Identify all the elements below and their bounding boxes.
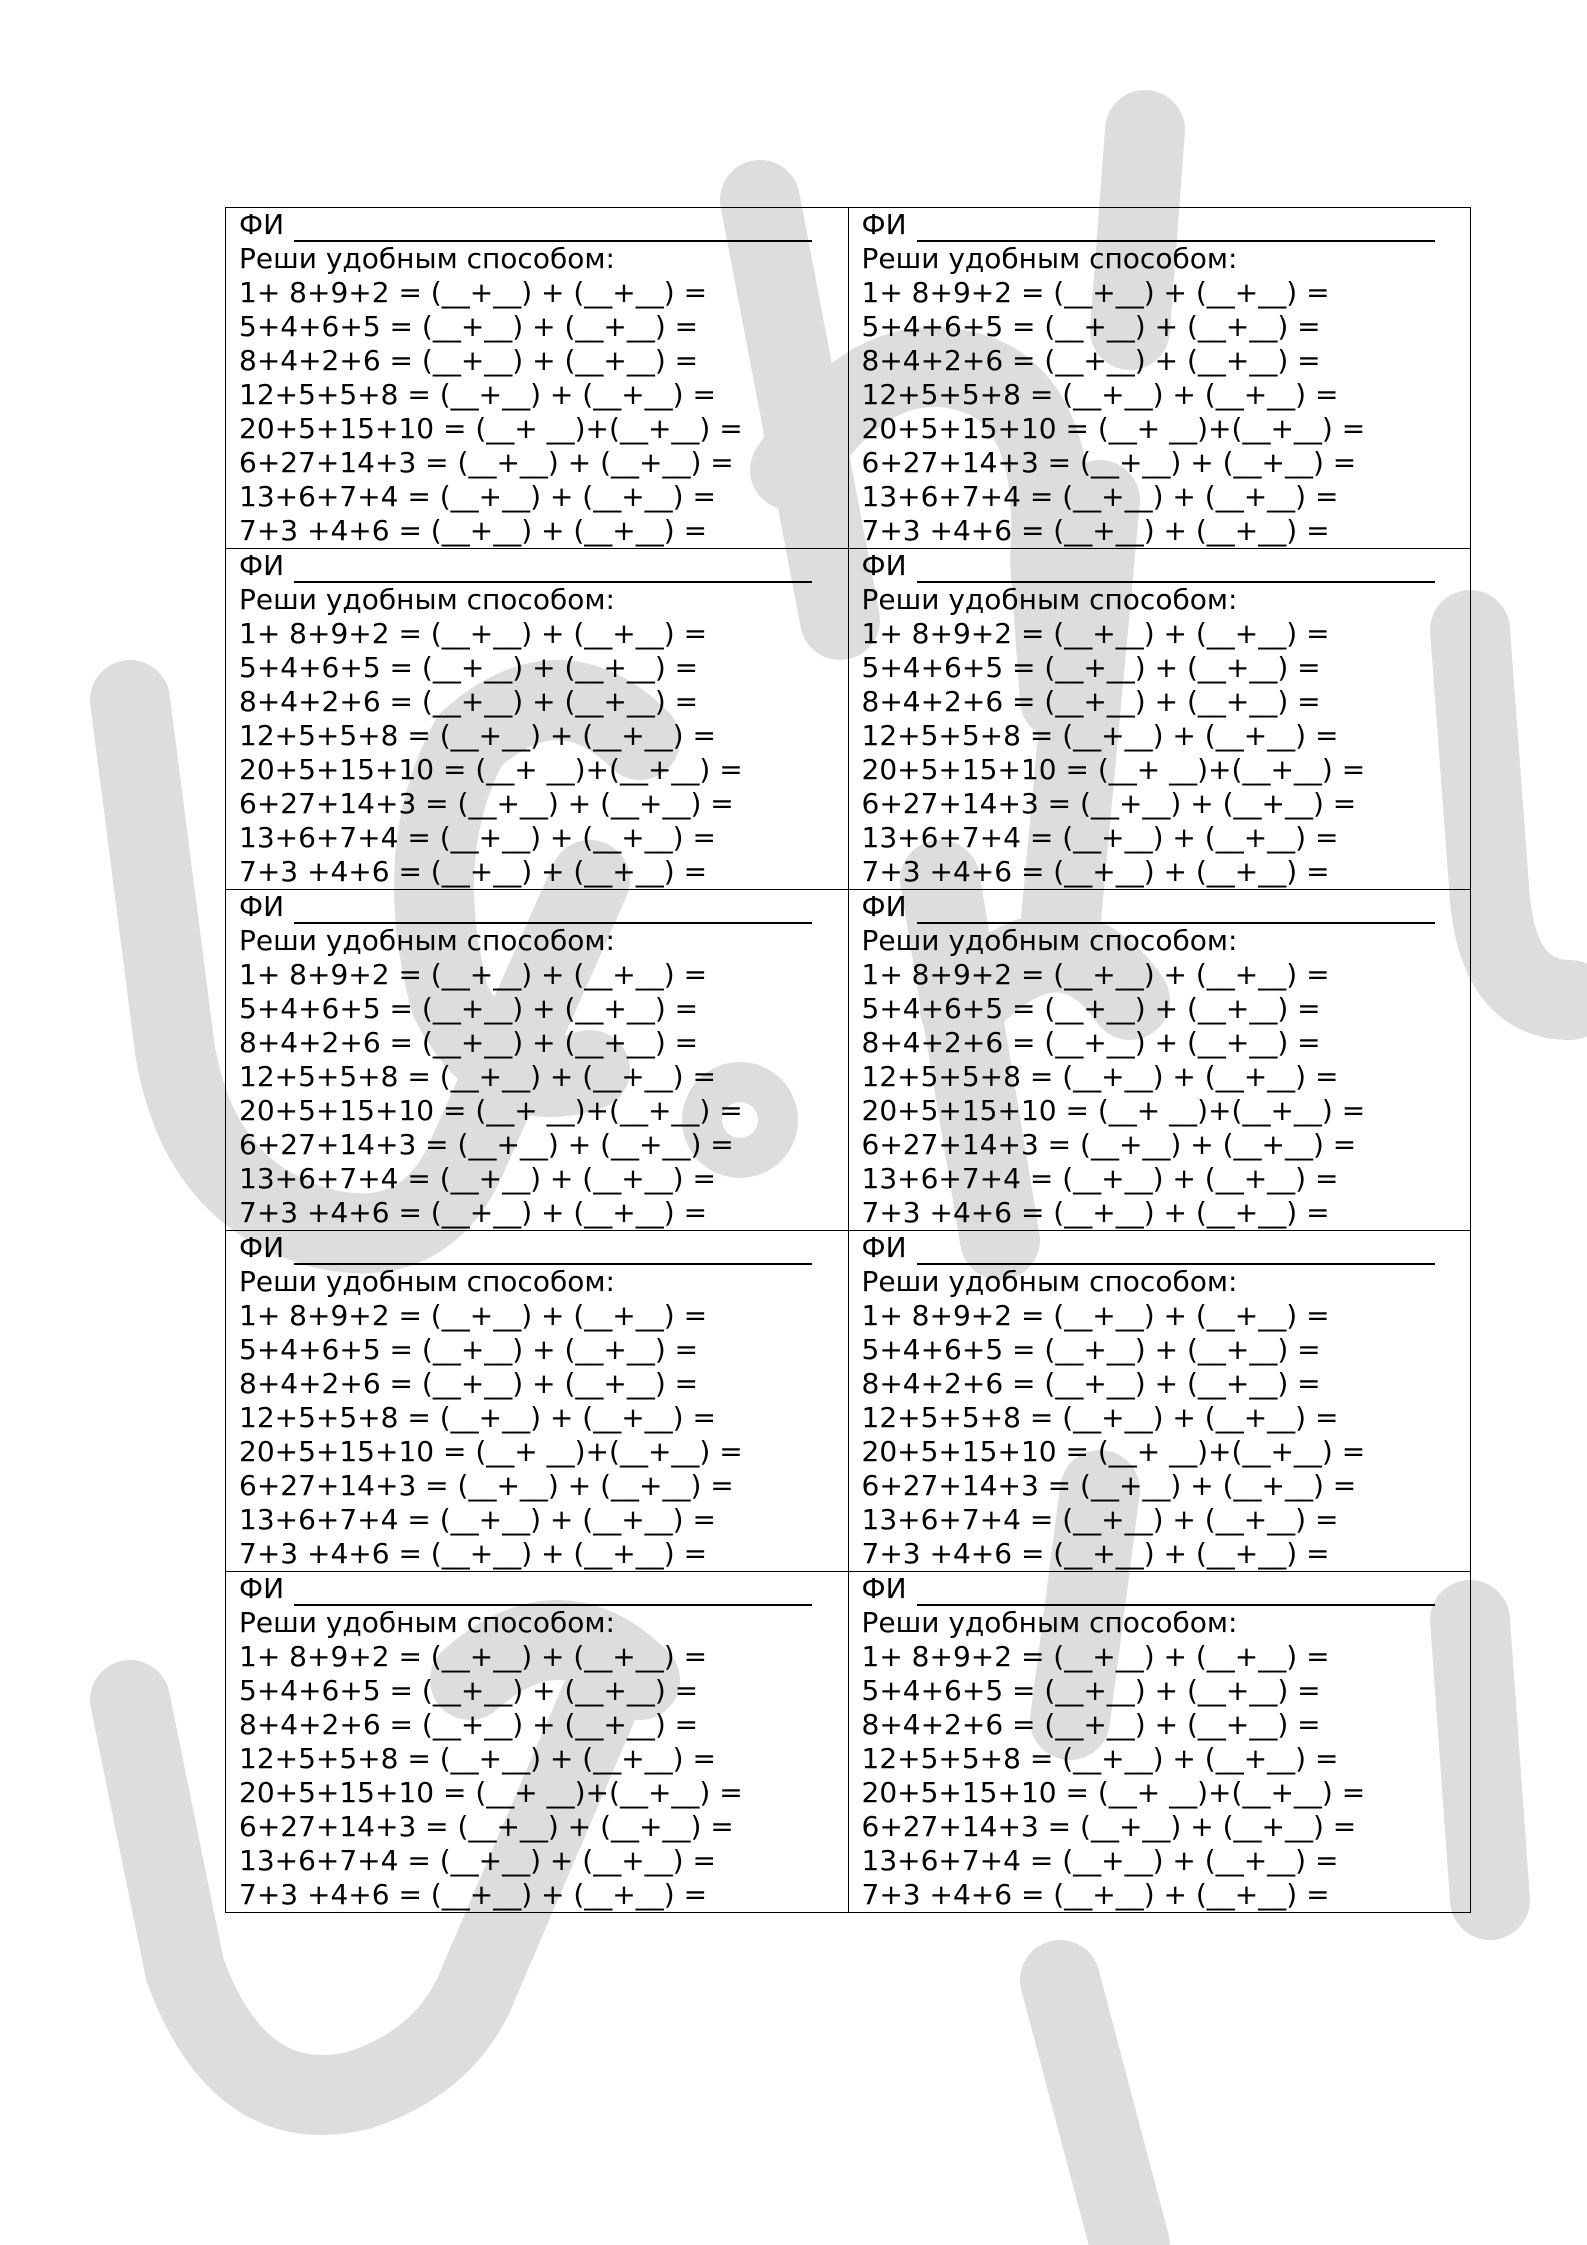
equation-line[interactable]: 6+27+14+3 = (__+__) + (__+__) = <box>861 787 1357 820</box>
name-line <box>239 549 848 583</box>
equation-line[interactable]: 1+ 8+9+2 = (__+__) + (__+__) = <box>239 958 708 991</box>
equation-line[interactable]: 20+5+15+10 = (__+ __)+(__+__) = <box>861 1094 1366 1127</box>
name-input-blank[interactable] <box>294 1577 812 1606</box>
worksheet-card-grid <box>225 207 1471 1913</box>
name-line <box>862 1572 1471 1606</box>
equation-line[interactable]: 7+3 +4+6 = (__+__) + (__+__) = <box>239 855 708 888</box>
equation-line[interactable]: 7+3 +4+6 = (__+__) + (__+__) = <box>239 1878 708 1911</box>
worksheet-card <box>848 1572 1471 1913</box>
equation-line[interactable]: 1+ 8+9+2 = (__+__) + (__+__) = <box>861 1640 1330 1673</box>
equation-line[interactable]: 6+27+14+3 = (__+__) + (__+__) = <box>239 787 734 820</box>
equation-line[interactable]: 7+3 +4+6 = (__+__) + (__+__) = <box>861 855 1330 888</box>
worksheet-card <box>848 549 1471 890</box>
name-input-blank[interactable] <box>917 1577 1435 1606</box>
worksheet-card <box>226 208 849 549</box>
worksheet-card <box>226 1572 849 1913</box>
equation-line[interactable]: 1+ 8+9+2 = (__+__) + (__+__) = <box>239 276 708 309</box>
equation-line[interactable]: 8+4+2+6 = (__+__) + (__+__) = <box>861 1367 1321 1400</box>
equation-line[interactable]: 20+5+15+10 = (__+ __)+(__+__) = <box>239 412 743 445</box>
equation-line[interactable]: 20+5+15+10 = (__+ __)+(__+__) = <box>239 1776 743 1809</box>
equation-line[interactable]: 8+4+2+6 = (__+__) + (__+__) = <box>239 1708 699 1741</box>
equation-line[interactable]: 5+4+6+5 = (__+__) + (__+__) = <box>239 651 699 684</box>
equation-line[interactable]: 1+ 8+9+2 = (__+__) + (__+__) = <box>861 1299 1330 1332</box>
equation-line[interactable]: 7+3 +4+6 = (__+__) + (__+__) = <box>861 514 1330 547</box>
equation-line[interactable]: 12+5+5+8 = (__+__) + (__+__) = <box>861 1401 1339 1434</box>
equation-line[interactable]: 20+5+15+10 = (__+ __)+(__+__) = <box>861 1776 1366 1809</box>
name-line <box>862 890 1471 924</box>
name-line <box>862 208 1471 242</box>
name-input-blank[interactable] <box>294 1236 812 1265</box>
card-row <box>226 890 1471 1231</box>
instruction-text: Реши удобным способом: <box>239 1606 615 1639</box>
equation-line[interactable]: 13+6+7+4 = (__+__) + (__+__) = <box>239 480 716 513</box>
card-row <box>226 1572 1471 1913</box>
equation-line[interactable]: 6+27+14+3 = (__+__) + (__+__) = <box>861 1128 1357 1161</box>
equation-line[interactable]: 13+6+7+4 = (__+__) + (__+__) = <box>239 1162 716 1195</box>
equation-line[interactable]: 5+4+6+5 = (__+__) + (__+__) = <box>239 1674 699 1707</box>
name-line <box>862 549 1471 583</box>
fi-label: ФИ <box>239 549 285 582</box>
equation-line[interactable]: 12+5+5+8 = (__+__) + (__+__) = <box>861 719 1339 752</box>
equation-line[interactable]: 12+5+5+8 = (__+__) + (__+__) = <box>861 1060 1339 1093</box>
worksheet-card <box>848 1231 1471 1572</box>
equation-line[interactable]: 5+4+6+5 = (__+__) + (__+__) = <box>239 1333 699 1366</box>
equation-line[interactable]: 20+5+15+10 = (__+ __)+(__+__) = <box>239 753 743 786</box>
equation-line[interactable]: 8+4+2+6 = (__+__) + (__+__) = <box>861 344 1321 377</box>
equation-line[interactable]: 1+ 8+9+2 = (__+__) + (__+__) = <box>239 1299 708 1332</box>
name-line <box>862 1231 1471 1265</box>
equation-line[interactable]: 8+4+2+6 = (__+__) + (__+__) = <box>239 344 699 377</box>
fi-label: ФИ <box>239 1572 285 1605</box>
equation-line[interactable]: 13+6+7+4 = (__+__) + (__+__) = <box>861 1503 1339 1536</box>
instruction-text: Реши удобным способом: <box>861 583 1238 616</box>
name-line <box>239 890 848 924</box>
fi-label: ФИ <box>239 208 285 241</box>
instruction-text: Реши удобным способом: <box>239 924 615 957</box>
fi-label: ФИ <box>239 890 285 923</box>
equation-line[interactable]: 5+4+6+5 = (__+__) + (__+__) = <box>861 1674 1321 1707</box>
equation-line[interactable]: 20+5+15+10 = (__+ __)+(__+__) = <box>239 1435 743 1468</box>
equation-line[interactable]: 12+5+5+8 = (__+__) + (__+__) = <box>239 1401 716 1434</box>
equation-line[interactable]: 6+27+14+3 = (__+__) + (__+__) = <box>239 1469 734 1502</box>
instruction-text: Реши удобным способом: <box>861 924 1238 957</box>
name-line <box>239 208 848 242</box>
name-input-blank[interactable] <box>294 895 812 924</box>
name-input-blank[interactable] <box>917 895 1435 924</box>
equation-line[interactable]: 13+6+7+4 = (__+__) + (__+__) = <box>861 1844 1339 1877</box>
equation-line[interactable]: 1+ 8+9+2 = (__+__) + (__+__) = <box>861 958 1330 991</box>
equation-line[interactable]: 1+ 8+9+2 = (__+__) + (__+__) = <box>239 617 708 650</box>
equation-line[interactable]: 13+6+7+4 = (__+__) + (__+__) = <box>861 480 1339 513</box>
worksheet-card <box>226 549 849 890</box>
name-line <box>239 1572 848 1606</box>
equation-line[interactable]: 1+ 8+9+2 = (__+__) + (__+__) = <box>861 617 1330 650</box>
worksheet-card <box>226 1231 849 1572</box>
fi-label: ФИ <box>861 549 907 582</box>
equation-line[interactable]: 6+27+14+3 = (__+__) + (__+__) = <box>861 1810 1357 1843</box>
equation-line[interactable]: 8+4+2+6 = (__+__) + (__+__) = <box>239 1026 699 1059</box>
equation-line[interactable]: 8+4+2+6 = (__+__) + (__+__) = <box>239 1367 699 1400</box>
equation-line[interactable]: 7+3 +4+6 = (__+__) + (__+__) = <box>239 514 708 547</box>
equation-line[interactable]: 12+5+5+8 = (__+__) + (__+__) = <box>239 1742 716 1775</box>
equation-line[interactable]: 12+5+5+8 = (__+__) + (__+__) = <box>239 378 716 411</box>
equation-line[interactable]: 5+4+6+5 = (__+__) + (__+__) = <box>239 992 699 1025</box>
name-line <box>239 1231 848 1265</box>
name-input-blank[interactable] <box>294 554 812 583</box>
worksheet-card <box>848 208 1471 549</box>
equation-line[interactable]: 7+3 +4+6 = (__+__) + (__+__) = <box>861 1196 1330 1229</box>
equation-line[interactable]: 13+6+7+4 = (__+__) + (__+__) = <box>861 821 1339 854</box>
equation-line[interactable]: 5+4+6+5 = (__+__) + (__+__) = <box>239 310 699 343</box>
equation-line[interactable]: 13+6+7+4 = (__+__) + (__+__) = <box>861 1162 1339 1195</box>
equation-line[interactable]: 7+3 +4+6 = (__+__) + (__+__) = <box>239 1196 708 1229</box>
equation-line[interactable]: 12+5+5+8 = (__+__) + (__+__) = <box>861 378 1339 411</box>
equation-line[interactable]: 7+3 +4+6 = (__+__) + (__+__) = <box>861 1878 1330 1911</box>
equation-line[interactable]: 13+6+7+4 = (__+__) + (__+__) = <box>239 1503 716 1536</box>
instruction-text: Реши удобным способом: <box>861 242 1238 275</box>
equation-line[interactable]: 1+ 8+9+2 = (__+__) + (__+__) = <box>239 1640 708 1673</box>
name-input-blank[interactable] <box>917 1236 1435 1265</box>
fi-label: ФИ <box>861 1572 907 1605</box>
equation-line[interactable]: 1+ 8+9+2 = (__+__) + (__+__) = <box>861 276 1330 309</box>
instruction-text: Реши удобным способом: <box>861 1265 1238 1298</box>
equation-line[interactable]: 20+5+15+10 = (__+ __)+(__+__) = <box>239 1094 743 1127</box>
equation-line[interactable]: 6+27+14+3 = (__+__) + (__+__) = <box>239 1810 734 1843</box>
equation-line[interactable]: 12+5+5+8 = (__+__) + (__+__) = <box>239 719 716 752</box>
fi-label: ФИ <box>861 1231 907 1264</box>
equation-line[interactable]: 6+27+14+3 = (__+__) + (__+__) = <box>239 446 734 479</box>
fi-label: ФИ <box>861 890 907 923</box>
equation-line[interactable]: 13+6+7+4 = (__+__) + (__+__) = <box>239 821 716 854</box>
equation-line[interactable]: 20+5+15+10 = (__+ __)+(__+__) = <box>861 753 1366 786</box>
worksheet-card <box>848 890 1471 1231</box>
instruction-text: Реши удобным способом: <box>861 1606 1238 1639</box>
name-input-blank[interactable] <box>294 213 812 242</box>
equation-line[interactable]: 13+6+7+4 = (__+__) + (__+__) = <box>239 1844 716 1877</box>
equation-line[interactable]: 7+3 +4+6 = (__+__) + (__+__) = <box>239 1537 708 1570</box>
instruction-text: Реши удобным способом: <box>239 242 615 275</box>
card-row <box>226 208 1471 549</box>
equation-line[interactable]: 5+4+6+5 = (__+__) + (__+__) = <box>861 651 1321 684</box>
equation-line[interactable]: 20+5+15+10 = (__+ __)+(__+__) = <box>861 412 1366 445</box>
fi-label: ФИ <box>861 208 907 241</box>
instruction-text: Реши удобным способом: <box>239 583 615 616</box>
name-input-blank[interactable] <box>917 213 1435 242</box>
equation-line[interactable]: 7+3 +4+6 = (__+__) + (__+__) = <box>861 1537 1330 1570</box>
equation-line[interactable]: 6+27+14+3 = (__+__) + (__+__) = <box>861 446 1357 479</box>
equation-line[interactable]: 5+4+6+5 = (__+__) + (__+__) = <box>861 1333 1321 1366</box>
equation-line[interactable]: 20+5+15+10 = (__+ __)+(__+__) = <box>861 1435 1366 1468</box>
card-row <box>226 549 1471 890</box>
equation-line[interactable]: 5+4+6+5 = (__+__) + (__+__) = <box>861 310 1321 343</box>
equation-line[interactable]: 12+5+5+8 = (__+__) + (__+__) = <box>861 1742 1339 1775</box>
equation-line[interactable]: 12+5+5+8 = (__+__) + (__+__) = <box>239 1060 716 1093</box>
equation-line[interactable]: 6+27+14+3 = (__+__) + (__+__) = <box>239 1128 734 1161</box>
equation-line[interactable]: 8+4+2+6 = (__+__) + (__+__) = <box>861 1708 1321 1741</box>
equation-line[interactable]: 8+4+2+6 = (__+__) + (__+__) = <box>861 1026 1321 1059</box>
instruction-text: Реши удобным способом: <box>239 1265 615 1298</box>
equation-line[interactable]: 8+4+2+6 = (__+__) + (__+__) = <box>239 685 699 718</box>
equation-line[interactable]: 5+4+6+5 = (__+__) + (__+__) = <box>861 992 1321 1025</box>
card-row <box>226 1231 1471 1572</box>
worksheet-card <box>226 890 849 1231</box>
equation-line[interactable]: 6+27+14+3 = (__+__) + (__+__) = <box>861 1469 1357 1502</box>
equation-line[interactable]: 8+4+2+6 = (__+__) + (__+__) = <box>861 685 1321 718</box>
name-input-blank[interactable] <box>917 554 1435 583</box>
fi-label: ФИ <box>239 1231 285 1264</box>
